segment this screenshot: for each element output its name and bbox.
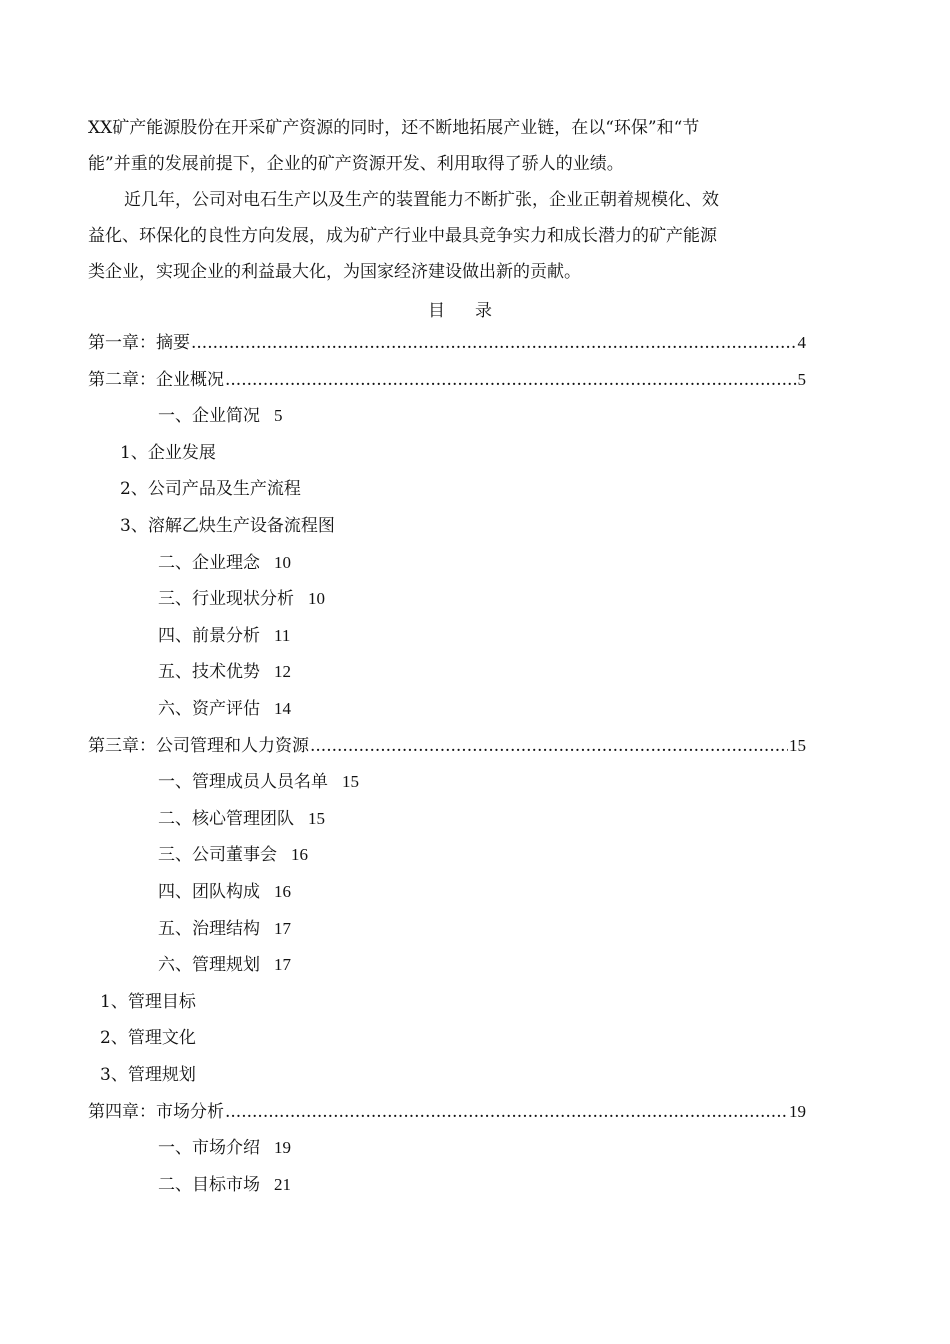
toc-entry-label: 一、企业简况 bbox=[158, 406, 260, 427]
toc-entry-label: 2、管理文化 bbox=[100, 1028, 196, 1049]
toc-page-number: 14 bbox=[274, 699, 291, 718]
toc-subsection-entry[interactable] bbox=[100, 1063, 196, 1087]
toc-entry-label: 二、企业理念 bbox=[158, 552, 260, 573]
toc-section-entry[interactable] bbox=[158, 770, 359, 794]
toc-entry-label: 六、管理规划 bbox=[158, 955, 260, 976]
toc-entry-label: 六、资产评估 bbox=[158, 699, 260, 719]
toc-entry-label: 2、公司产品及生产流程 bbox=[120, 479, 301, 500]
toc-title: 目录 bbox=[428, 301, 522, 321]
toc-chapter-entry[interactable] bbox=[88, 331, 806, 355]
toc-section-entry[interactable] bbox=[158, 624, 290, 648]
toc-page-number: 15 bbox=[789, 735, 806, 755]
toc-entry-label: 3、管理规划 bbox=[100, 1065, 196, 1085]
toc-subsection-entry[interactable] bbox=[120, 441, 216, 465]
intro-paragraph-2 bbox=[88, 182, 808, 290]
toc-section-entry[interactable] bbox=[158, 404, 283, 428]
intro-paragraph-1 bbox=[88, 110, 808, 182]
toc-page-number: 11 bbox=[274, 625, 291, 645]
toc-section-entry[interactable] bbox=[158, 807, 325, 831]
intro-line: 益化、环保化的良性方向发展，成为矿产行业中最具竞争实力和成长潜力的矿产能源 bbox=[88, 226, 717, 246]
toc-page-number: 4 bbox=[797, 333, 806, 352]
toc-chapter-entry[interactable] bbox=[88, 1100, 806, 1124]
toc-section-entry[interactable] bbox=[158, 1173, 291, 1197]
toc-page-number: 10 bbox=[274, 552, 291, 572]
toc-leader-dots bbox=[225, 368, 797, 392]
toc-section-entry[interactable] bbox=[158, 843, 308, 867]
toc-subsection-entry[interactable] bbox=[100, 990, 196, 1014]
toc-page-number: 21 bbox=[274, 1174, 291, 1194]
toc-leader-dots bbox=[225, 1100, 788, 1124]
toc-page-number: 15 bbox=[308, 808, 325, 828]
toc-page-number: 16 bbox=[291, 845, 308, 865]
toc-page-number: 19 bbox=[274, 1138, 291, 1158]
toc-entry-label: 1、企业发展 bbox=[120, 442, 216, 463]
toc-entry-label: 一、市场介绍 bbox=[158, 1138, 260, 1159]
toc-entry-label: 第四章：市场分析 bbox=[88, 1101, 224, 1122]
intro-line: XX矿产能源股份在开采矿产资源的同时，还不断地拓展产业链，在以“环保”和“节 bbox=[88, 118, 700, 138]
toc-page-number: 5 bbox=[797, 369, 806, 389]
toc-entry-label: 第三章：公司管理和人力资源 bbox=[88, 735, 309, 756]
toc-entry-label: 五、治理结构 bbox=[158, 918, 260, 939]
toc-subsection-entry[interactable] bbox=[100, 1026, 196, 1050]
toc-section-entry[interactable] bbox=[158, 917, 291, 941]
toc-entry-label: 二、目标市场 bbox=[158, 1174, 260, 1195]
toc-entry-label: 1、管理目标 bbox=[100, 991, 196, 1012]
toc-entry-label: 3、溶解乙炔生产设备流程图 bbox=[120, 516, 335, 536]
toc-leader-dots bbox=[310, 734, 788, 758]
toc-section-entry[interactable] bbox=[158, 1136, 291, 1160]
toc-page-number: 10 bbox=[308, 589, 325, 609]
toc-page-number: 15 bbox=[342, 772, 359, 792]
toc-section-entry[interactable] bbox=[158, 660, 291, 684]
toc-subsection-entry[interactable] bbox=[120, 514, 335, 538]
toc-entry-label: 四、前景分析 bbox=[158, 625, 260, 646]
toc-chapter-entry[interactable] bbox=[88, 734, 806, 758]
toc-entry-label: 一、管理成员人员名单 bbox=[158, 772, 328, 793]
toc-entry-label: 第二章：企业概况 bbox=[88, 369, 224, 390]
toc-section-entry[interactable] bbox=[158, 880, 291, 904]
toc-entry-label: 五、技术优势 bbox=[158, 662, 260, 683]
intro-line: 能”并重的发展前提下，企业的矿产资源开发、利用取得了骄人的业绩。 bbox=[88, 154, 624, 174]
toc-subsection-entry[interactable] bbox=[120, 477, 301, 501]
intro-line: 近几年，公司对电石生产以及生产的装置能力不断扩张，企业正朝着规模化、效 bbox=[124, 190, 719, 210]
toc-page-number: 19 bbox=[789, 1101, 806, 1121]
toc-entry-label: 二、核心管理团队 bbox=[158, 808, 294, 829]
toc-page-number: 17 bbox=[274, 918, 291, 938]
toc-page-number: 12 bbox=[274, 662, 291, 682]
toc-chapter-entry[interactable] bbox=[88, 368, 806, 392]
toc-section-entry[interactable] bbox=[158, 697, 291, 721]
toc-page-number: 17 bbox=[274, 955, 291, 975]
toc-entry-label: 第一章：摘要 bbox=[88, 333, 190, 353]
toc-section-entry[interactable] bbox=[158, 953, 291, 977]
toc-entry-label: 三、公司董事会 bbox=[158, 845, 277, 866]
toc-section-entry[interactable] bbox=[158, 551, 291, 575]
toc-page-number: 5 bbox=[274, 406, 283, 426]
toc-entry-label: 三、行业现状分析 bbox=[158, 589, 294, 610]
toc-leader-dots bbox=[191, 331, 797, 355]
intro-line: 类企业，实现企业的利益最大化，为国家经济建设做出新的贡献。 bbox=[88, 262, 581, 282]
toc-entry-label: 四、团队构成 bbox=[158, 882, 260, 902]
toc-page-number: 16 bbox=[274, 882, 291, 901]
toc-section-entry[interactable] bbox=[158, 587, 325, 611]
